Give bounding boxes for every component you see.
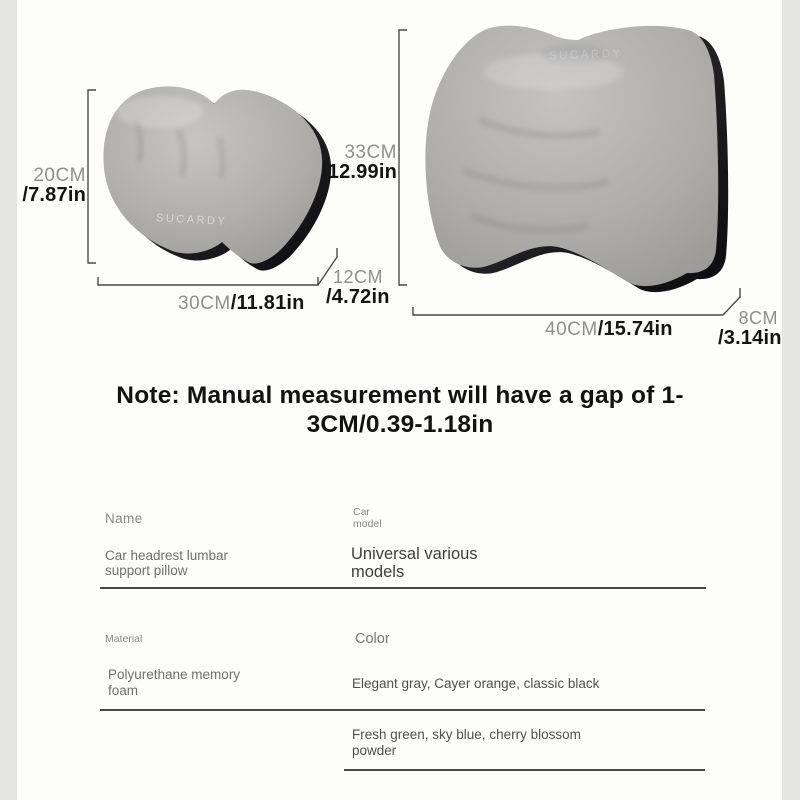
table-divider-2 [100, 709, 705, 711]
headrest-depth-label [326, 268, 390, 308]
measurement-note [0, 381, 800, 439]
lumbar-height-in: /12.99in [322, 161, 397, 183]
measurement-note-line2: 3CM/0.39-1.18in [306, 411, 494, 438]
lumbar-width-label [545, 320, 673, 340]
headrest-depth-cm: 12CM [333, 267, 384, 287]
headrest-width-label [178, 294, 305, 314]
headrest-height-bracket [88, 90, 96, 263]
car-model-label: Car model [353, 506, 382, 530]
lumbar-height-bracket [399, 30, 407, 285]
car-model-value: Universal various models [351, 545, 478, 581]
lumbar-depth-in: /3.14in [718, 327, 782, 349]
headrest-height-in: /7.87in [22, 184, 86, 206]
headrest-width-cm: 30CM [178, 293, 231, 314]
lumbar-height-cm: 33CM [344, 142, 397, 163]
lumbar-width-bracket [413, 307, 723, 315]
lumbar-depth-label [718, 308, 782, 349]
lumbar-height-label [320, 143, 397, 183]
color-value-1: Elegant gray, Cayer orange, classic black [352, 676, 600, 691]
headrest-brand-text: SUCARDY [155, 212, 228, 228]
headrest-height-label [18, 166, 86, 206]
material-label: Material [105, 633, 143, 645]
color-value-2: Fresh green, sky blue, cherry blossom powder [352, 727, 581, 758]
material-value: Polyurethane memory foam [108, 667, 241, 698]
lumbar-width-in: /15.74in [597, 318, 673, 340]
color-label: Color [355, 631, 390, 647]
headrest-height-cm: 20CM [33, 165, 86, 186]
lumbar-brand-text: SUCARDY [548, 47, 623, 63]
lumbar-depth-cm: 8CM [738, 308, 778, 328]
name-label: Name [105, 511, 143, 526]
name-value: Car headrest lumbar support pillow [105, 548, 229, 578]
headrest-depth-in: /4.72in [326, 286, 390, 308]
headrest-width-bracket [98, 277, 318, 285]
table-divider-1 [100, 587, 706, 589]
table-divider-3 [344, 769, 705, 771]
measurement-note-line1: Note: Manual measurement will have a gap of 1- [116, 382, 684, 409]
lumbar-width-cm: 40CM [545, 319, 598, 340]
headrest-width-in: /11.81in [230, 292, 305, 314]
